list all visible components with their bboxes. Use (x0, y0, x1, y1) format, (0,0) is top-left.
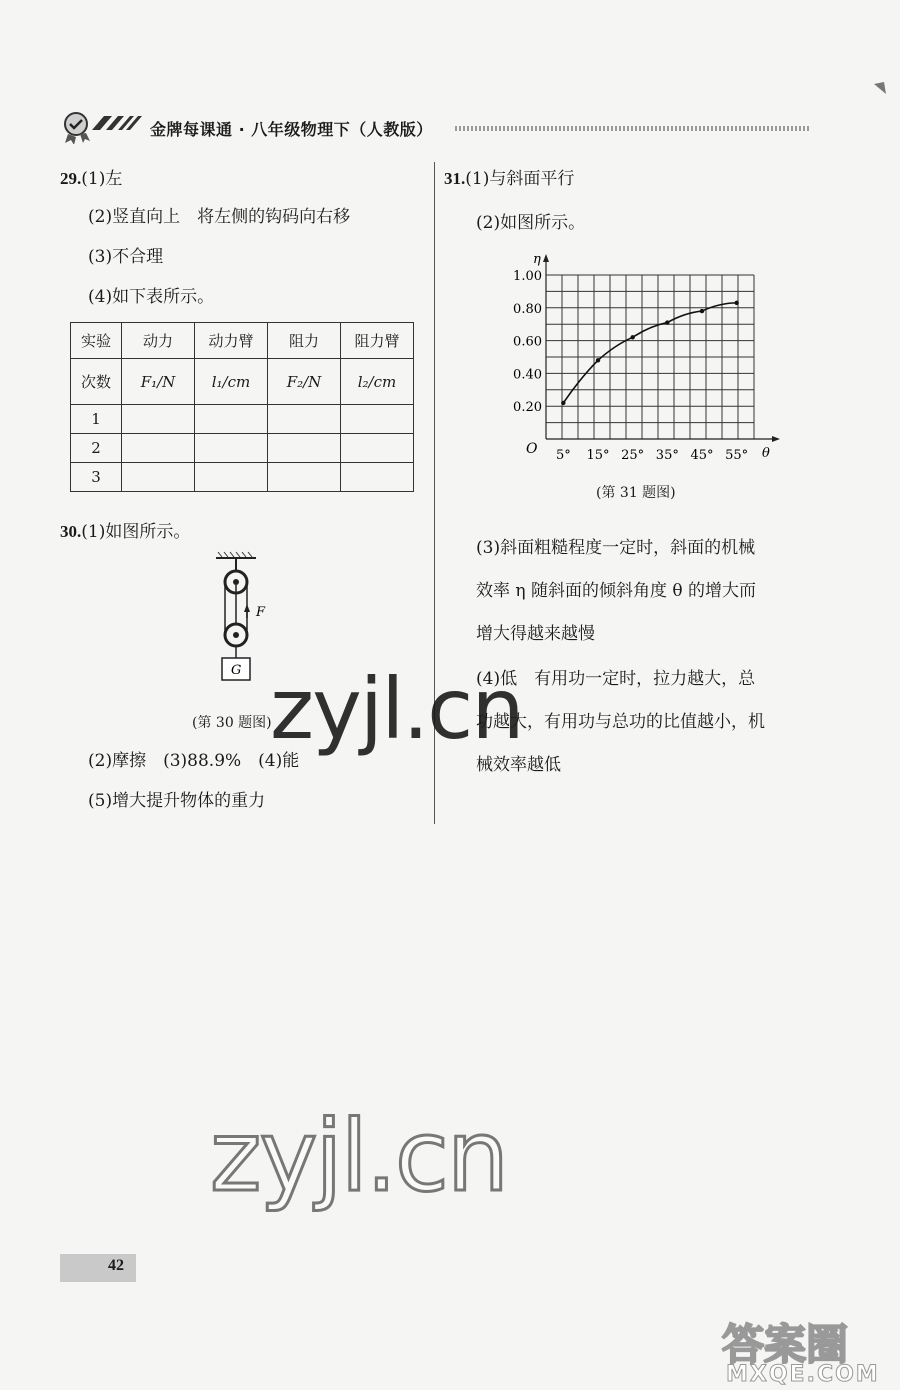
x-tick-label: 35° (655, 448, 679, 463)
y-axis-label: η (533, 252, 541, 267)
watermark-bottom: zyjl.cn (210, 1100, 508, 1214)
data-point (561, 401, 565, 405)
th-r1-0: 实验 (71, 323, 122, 359)
chart-grid (546, 275, 754, 439)
x-tick-label: 45° (690, 448, 714, 463)
q30-number: 30. (60, 522, 82, 541)
force-label: F (256, 605, 266, 620)
q30-part1 (60, 517, 190, 542)
q31-part1 (444, 164, 574, 189)
data-point (596, 358, 600, 362)
q31-part3-line2: 效率 η 随斜面的倾斜角度 θ 的增大而 (476, 581, 757, 601)
q29-part2: (2)竖直向上 将左侧的钩码向右移 (88, 207, 351, 227)
th-r1-4: 阻力臂 (341, 323, 414, 359)
table-row-label: 2 (71, 434, 122, 463)
q29-part4: (4)如下表所示。 (88, 287, 215, 307)
pulley-diagram (200, 548, 280, 688)
table-row-label: 3 (71, 463, 122, 492)
watermark-corner-top: 答案圈 (722, 1320, 849, 1369)
q31-number: 31. (444, 169, 466, 188)
th-r1-3: 阻力 (268, 323, 341, 359)
q31-part3-line1: (3)斜面粗糙程度一定时，斜面的机械 (476, 538, 756, 558)
q31-part1-text: (1)与斜面平行 (465, 169, 575, 189)
data-point (665, 320, 669, 324)
th-r2-1: F₁/N (122, 359, 195, 405)
th-r2-0: 次数 (71, 359, 122, 405)
q31-part4-line3: 械效率越低 (476, 755, 561, 775)
data-point (630, 335, 634, 339)
y-tick-label: 0.20 (513, 400, 542, 416)
q31-part4-line2: 功越大，有用功与总功的比值越小，机 (476, 712, 765, 732)
header-rule (455, 126, 810, 131)
chart-ticks (513, 269, 748, 463)
page-number-badge (60, 1254, 136, 1282)
q30-part2: (2)摩擦 (3)88.9% (4)能 (88, 751, 300, 771)
data-point (700, 309, 704, 313)
th-r1-2: 动力臂 (195, 323, 268, 359)
q29-part1 (60, 164, 122, 189)
y-tick-label: 0.60 (513, 334, 542, 350)
x-axis-label: θ (762, 446, 770, 461)
efficiency-curve (563, 303, 736, 403)
x-tick-label: 25° (621, 448, 645, 463)
corner-mark-icon (872, 80, 888, 96)
y-tick-label: 0.40 (513, 367, 542, 383)
q31-part4-line1: (4)低 有用功一定时，拉力越大，总 (476, 669, 756, 689)
page-number: 42 (108, 1257, 124, 1274)
header-title: 金牌每课通 · 八年级物理下（人教版） (150, 120, 433, 139)
th-r1-1: 动力 (122, 323, 195, 359)
q29-part3: (3)不合理 (88, 247, 164, 267)
q30-part1-text: (1)如图所示。 (81, 522, 191, 542)
q31-part3-line3: 增大得越来越慢 (476, 624, 595, 644)
x-tick-label: 5° (555, 448, 571, 463)
watermark-corner-bottom: MXQE.COM (726, 1362, 880, 1387)
q30-caption: (第 30 题图) (192, 715, 272, 731)
efficiency-chart (490, 240, 800, 470)
y-axis-arrow (543, 254, 549, 262)
x-axis-arrow (772, 436, 780, 442)
x-tick-label: 15° (586, 448, 610, 463)
y-tick-label: 1.00 (513, 269, 542, 284)
x-tick-label: 55° (725, 448, 749, 463)
q30-part5: (5)增大提升物体的重力 (88, 791, 266, 811)
q29-number: 29. (60, 169, 82, 188)
th-r2-2: l₁/cm (195, 359, 268, 405)
table-row-label: 1 (71, 405, 122, 434)
origin-label: O (526, 441, 538, 457)
y-tick-label: 0.80 (513, 301, 542, 317)
watermark-mid: zyjl.cn (270, 660, 523, 758)
q29-part1-text: (1)左 (81, 169, 123, 189)
weight-label: G (231, 663, 242, 678)
q31-part2: (2)如图所示。 (476, 213, 586, 233)
header-badge-icon (58, 108, 146, 144)
th-r2-3: F₂/N (268, 359, 341, 405)
th-r2-4: l₂/cm (341, 359, 414, 405)
q31-caption: (第 31 题图) (596, 485, 676, 501)
data-point (734, 301, 738, 305)
experiment-table (70, 322, 414, 492)
